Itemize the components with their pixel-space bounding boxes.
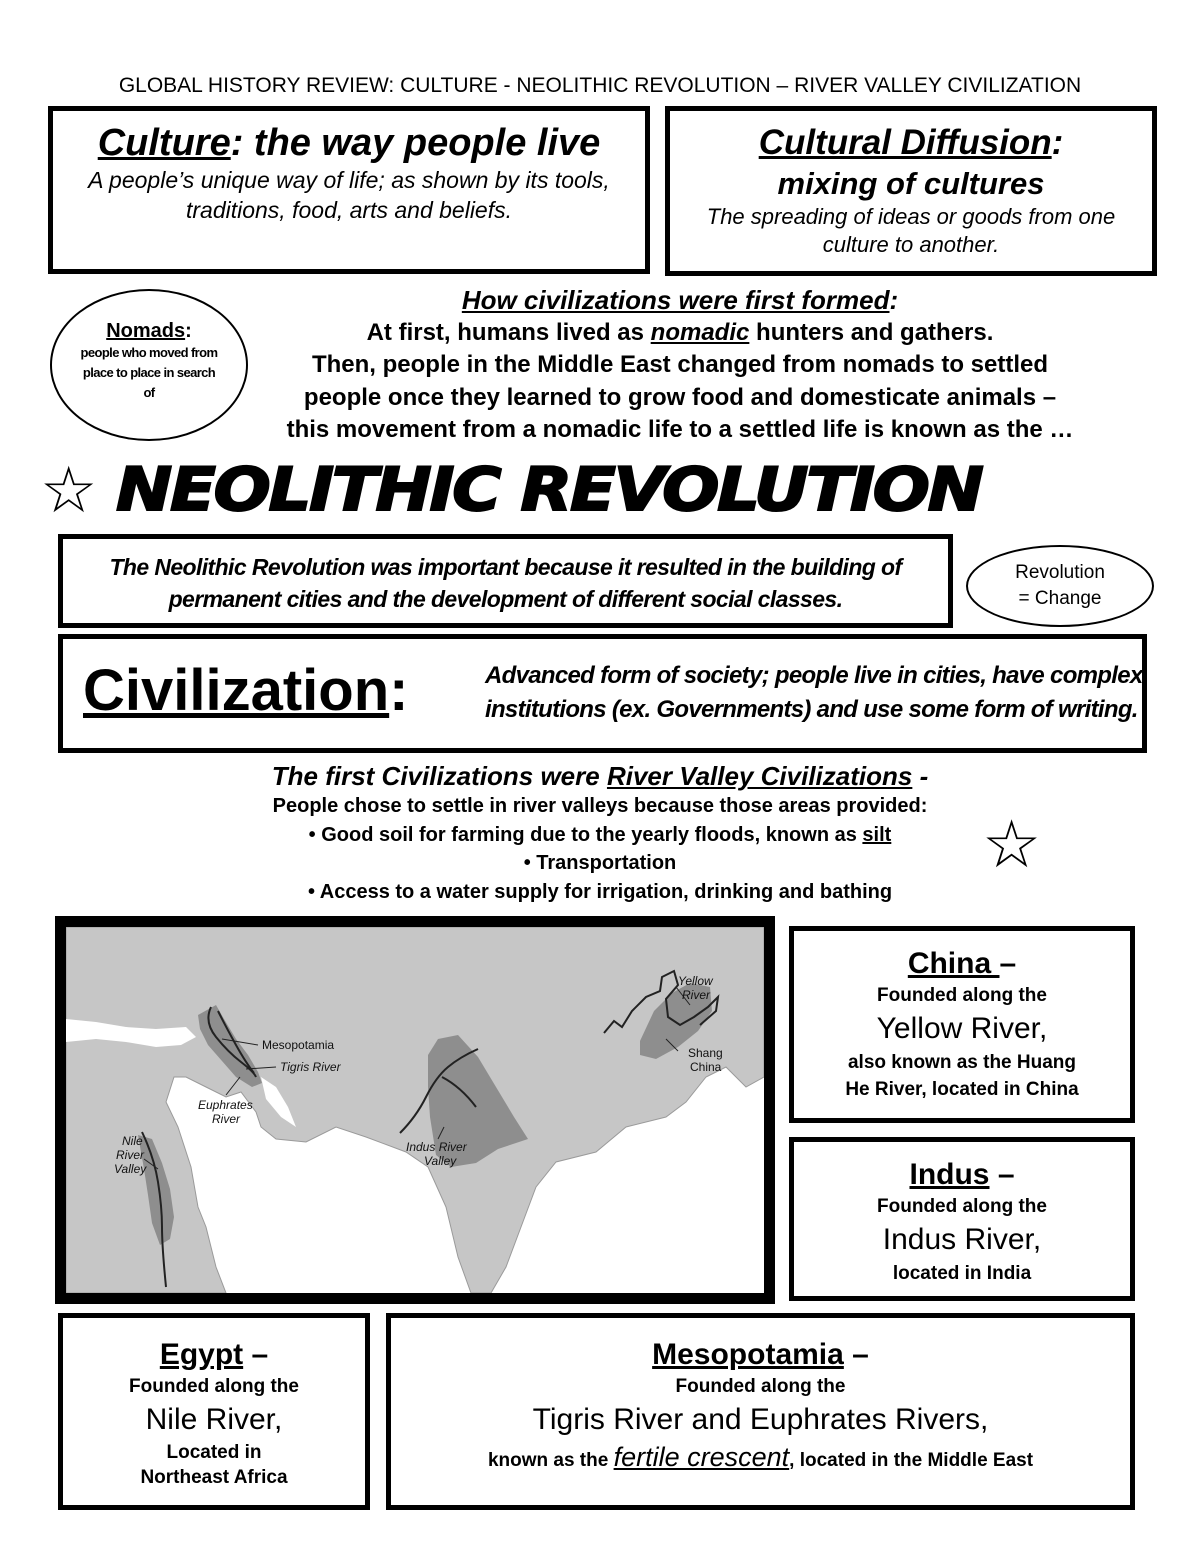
culture-heading-rest: : the way people live (230, 122, 601, 164)
revolution-oval (966, 545, 1154, 627)
formation-line-2: Then, people in the Middle East changed from nomads to settled (311, 351, 1049, 378)
civilization-box (58, 634, 1147, 753)
mesopotamia-line (391, 1440, 1130, 1478)
civilization-term: Civilization (83, 658, 390, 723)
formation-line-4: this movement from a nomadic life to a settled life is known as the … (286, 416, 1074, 443)
nomads-colon: : (185, 320, 192, 342)
map-label-shang-2: China (690, 1060, 722, 1074)
indus-dash: – (989, 1158, 1015, 1191)
egypt-dash: – (243, 1338, 269, 1371)
mesopotamia-line-post: , located in the Middle East (789, 1450, 1034, 1471)
river-valley-heading-pre: The first Civilizations were (271, 761, 607, 791)
china-line-2: He River, located in China (845, 1079, 1079, 1100)
river-valley-heading-post: - (912, 761, 929, 791)
map-label-shang-1: Shang (688, 1046, 723, 1060)
river-valley-intro: People chose to settle in river valleys because those areas provided: (272, 795, 928, 817)
formation-line-3: people once they learned to grow food and domesticate animals – (303, 383, 1057, 411)
cultural-diffusion-box (665, 106, 1157, 276)
map-label-yellow-2: River (682, 988, 711, 1002)
river-valley-bullet-3: • Access to a water supply for irrigation, drinking and bathing (307, 880, 893, 903)
revolution-meaning: = Change (1018, 588, 1102, 609)
indus-name: Indus (909, 1158, 990, 1191)
river-valley-section (150, 760, 1050, 906)
indus-founded: Founded along the (877, 1196, 1047, 1217)
china-river: Yellow River, (876, 1012, 1048, 1045)
china-dash: – (999, 947, 1017, 980)
indus-line-1: located in India (892, 1263, 1032, 1284)
mesopotamia-box (386, 1313, 1135, 1510)
culture-definition: A people’s unique way of life; as shown by its tools, traditions, food, arts and beliefs. (88, 167, 610, 223)
river-valley-map (66, 927, 764, 1293)
star-icon: ☆ (982, 807, 1042, 881)
egypt-line-2: Northeast Africa (140, 1467, 288, 1488)
china-founded: Founded along the (877, 985, 1047, 1006)
map-label-euphrates-2: River (212, 1112, 241, 1126)
map-label-nile-3: Valley (114, 1162, 147, 1176)
indus-river: Indus River, (882, 1223, 1042, 1256)
egypt-line-1: Located in (166, 1442, 262, 1463)
map-label-tigris: Tigris River (280, 1060, 341, 1074)
culture-box (48, 106, 650, 274)
mesopotamia-river: Tigris River and Euphrates Rivers, (532, 1403, 989, 1436)
neolithic-importance-box (58, 534, 953, 628)
map-box (55, 916, 775, 1304)
page-header (0, 74, 1200, 98)
river-valley-bullet-1-text: • Good soil for farming due to the yearly floods, known as (308, 823, 863, 846)
revolution-word: Revolution (1015, 562, 1105, 583)
egypt-box (58, 1313, 370, 1510)
nomads-term: Nomads (106, 320, 186, 342)
nomadic-term: nomadic (650, 318, 750, 346)
egypt-founded: Founded along the (129, 1376, 299, 1397)
page-title: GLOBAL HISTORY REVIEW: CULTURE - NEOLITHIC REVOLUTION – RIVER VALLEY CIVILIZATION (118, 74, 1082, 97)
china-box (789, 926, 1135, 1123)
neolithic-title-row (40, 452, 1170, 528)
star-icon: ☆ (40, 454, 98, 526)
nomads-definition: people who moved from place to place in search of (80, 345, 218, 400)
formation-line-1-post: hunters and gathers. (749, 318, 994, 346)
map-label-indus-1: Indus River (406, 1140, 467, 1154)
map-label-nile-1: Nile (122, 1134, 143, 1148)
civilization-definition-line-1: Advanced form of society; people live in cities, have complex (485, 662, 1143, 689)
mesopotamia-dash: – (843, 1338, 869, 1371)
diffusion-definition: The spreading of ideas or goods from one culture to another. (706, 204, 1116, 257)
river-valley-bullet-1 (150, 821, 1050, 850)
formation-heading: How civilizations were first formed (461, 285, 890, 315)
culture-term: Culture (97, 122, 231, 164)
diffusion-colon: : (1051, 123, 1064, 162)
neolithic-title: NEOLITHIC REVOLUTION (116, 455, 982, 525)
map-label-yellow-1: Yellow (678, 974, 713, 988)
indus-box (789, 1137, 1135, 1301)
mesopotamia-founded: Founded along the (675, 1376, 846, 1397)
mesopotamia-line-pre: known as the (487, 1450, 614, 1471)
neolithic-importance-text: The Neolithic Revolution was important because it resulted in the building of permanent cities and the development of different social classes. (109, 554, 902, 612)
mesopotamia-name: Mesopotamia (652, 1338, 844, 1371)
formation-line-1-pre: At first, humans lived as (366, 318, 651, 346)
map-label-nile-2: River (116, 1148, 145, 1162)
civilization-colon: : (389, 658, 409, 723)
map-label-euphrates-1: Euphrates (198, 1098, 253, 1112)
civilization-definition-line-2: institutions (ex. Governments) and use some form of writing. (485, 696, 1138, 723)
formation-colon: : (889, 285, 899, 315)
formation-section (215, 284, 1145, 447)
china-line-1: also known as the Huang (847, 1052, 1077, 1073)
silt-term: silt (862, 823, 892, 846)
map-label-mesopotamia: Mesopotamia (262, 1038, 335, 1052)
river-valley-bullet-2: • Transportation (523, 852, 677, 874)
map-label-indus-2: Valley (424, 1154, 457, 1168)
diffusion-term: Cultural Diffusion (758, 123, 1052, 162)
formation-line-1 (215, 317, 1145, 350)
china-name: China (907, 947, 1000, 980)
egypt-name: Egypt (159, 1338, 244, 1371)
egypt-river: Nile River, (145, 1403, 283, 1436)
fertile-crescent-term: fertile crescent (613, 1442, 790, 1472)
river-valley-heading-term: River Valley Civilizations (606, 761, 913, 791)
diffusion-subheading: mixing of cultures (777, 166, 1045, 201)
